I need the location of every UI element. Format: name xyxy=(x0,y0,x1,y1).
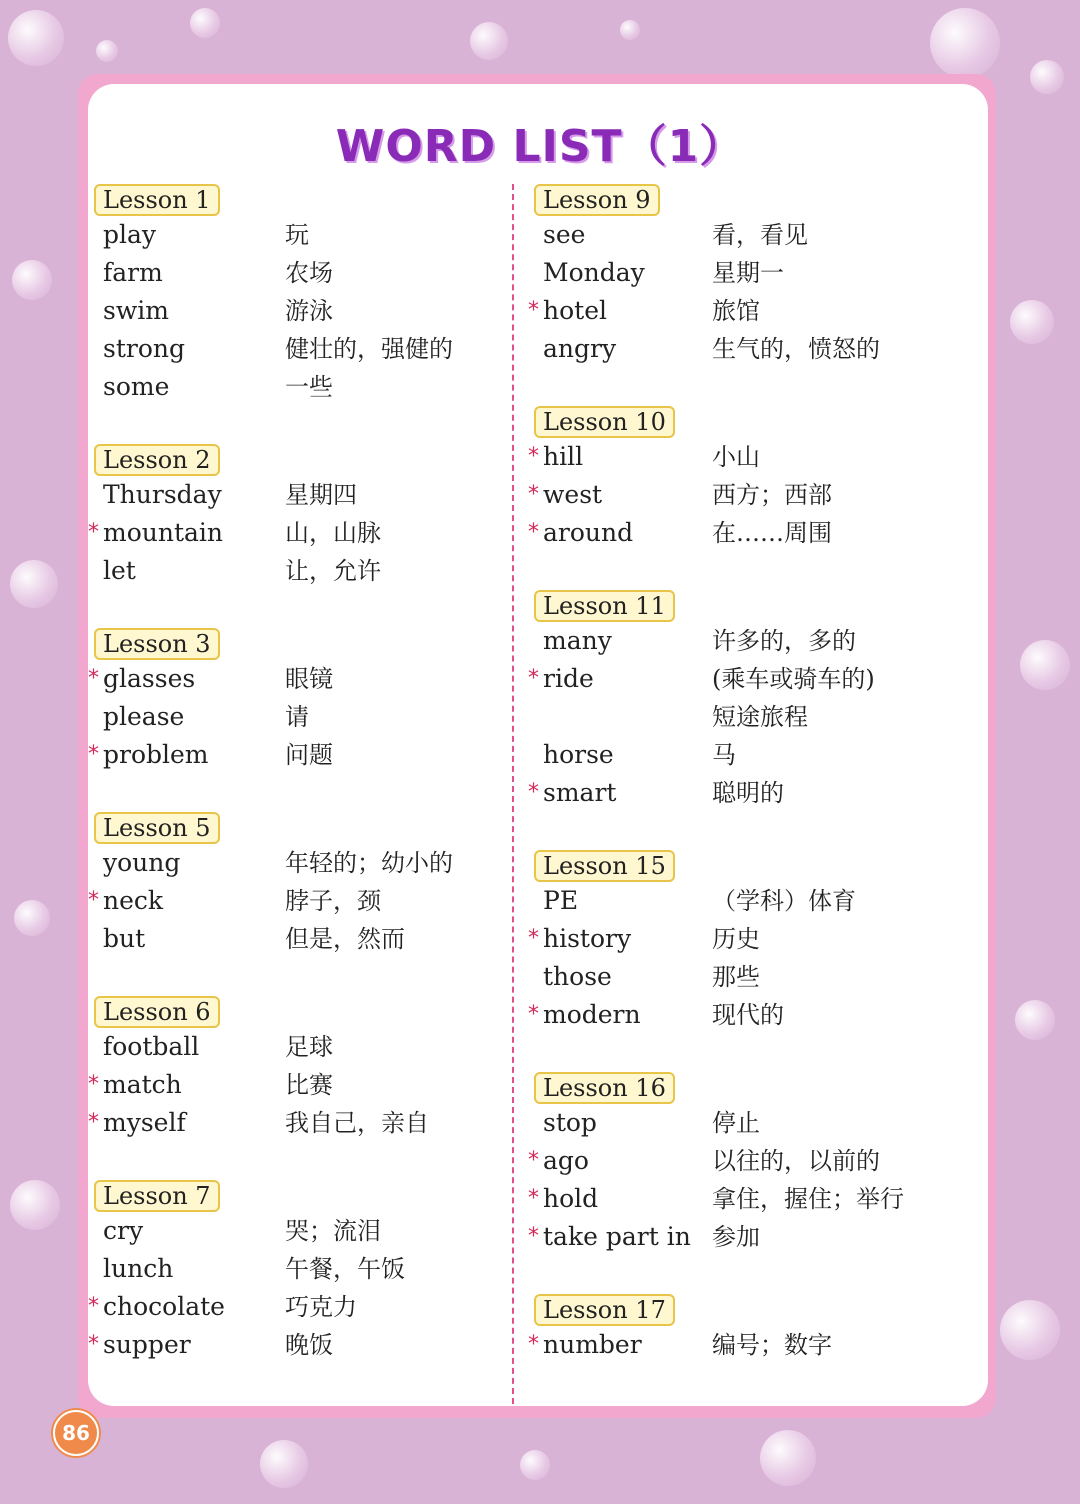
lesson-title: Lesson 6 xyxy=(94,996,220,1028)
english-word: number xyxy=(543,1330,642,1359)
star-mark: * xyxy=(88,1072,99,1097)
background-bubble xyxy=(1020,640,1070,690)
english-word: swim xyxy=(103,296,169,325)
chinese-meaning: 许多的，多的 xyxy=(712,627,856,655)
word-row xyxy=(88,1104,508,1142)
chinese-meaning: 在……周围 xyxy=(712,519,832,547)
chinese-meaning: 以往的，以前的 xyxy=(712,1147,880,1175)
english-word: but xyxy=(103,924,146,953)
lesson-title: Lesson 7 xyxy=(94,1180,220,1212)
chinese-meaning: 让，允许 xyxy=(285,557,381,585)
lesson-title: Lesson 10 xyxy=(534,406,675,438)
english-word: modern xyxy=(543,1000,641,1029)
chinese-meaning: 午餐，午饭 xyxy=(285,1255,405,1283)
english-word: ride xyxy=(543,664,594,693)
left-column xyxy=(88,184,508,1364)
word-row xyxy=(88,920,508,958)
english-word: lunch xyxy=(103,1254,174,1283)
word-row xyxy=(88,882,508,920)
word-row xyxy=(528,254,988,292)
lesson-title: Lesson 5 xyxy=(94,812,220,844)
english-word: horse xyxy=(543,740,614,769)
english-word: take part in xyxy=(543,1222,691,1251)
chinese-meaning: 马 xyxy=(712,741,736,769)
english-word: myself xyxy=(103,1108,186,1137)
chinese-meaning: 停止 xyxy=(712,1109,760,1137)
star-mark: * xyxy=(528,1332,539,1357)
chinese-meaning: 我自己，亲自 xyxy=(285,1109,429,1137)
lesson-block xyxy=(528,1294,988,1364)
chinese-meaning: 短途旅程 xyxy=(712,703,808,731)
background-bubble xyxy=(96,40,118,62)
star-mark: * xyxy=(528,1186,539,1211)
word-row xyxy=(88,514,508,552)
star-mark: * xyxy=(88,1332,99,1357)
background-bubble xyxy=(10,560,58,608)
chinese-meaning: 生气的，愤怒的 xyxy=(712,335,880,363)
star-mark: * xyxy=(528,482,539,507)
english-word: some xyxy=(103,372,170,401)
word-row xyxy=(528,774,988,812)
lesson-title: Lesson 1 xyxy=(94,184,220,216)
english-word: glasses xyxy=(103,664,196,693)
chinese-meaning: 游泳 xyxy=(285,297,333,325)
word-row xyxy=(528,1142,988,1180)
word-row xyxy=(528,216,988,254)
chinese-meaning: 比赛 xyxy=(285,1071,333,1099)
english-word: supper xyxy=(103,1330,191,1359)
english-word: play xyxy=(103,220,157,249)
lesson-block xyxy=(528,590,988,812)
word-row xyxy=(88,1028,508,1066)
english-word: hill xyxy=(543,442,584,471)
english-word: chocolate xyxy=(103,1292,225,1321)
word-row xyxy=(528,476,988,514)
word-row xyxy=(88,1288,508,1326)
word-row xyxy=(88,216,508,254)
word-row xyxy=(528,882,988,920)
word-row xyxy=(528,920,988,958)
english-word: please xyxy=(103,702,185,731)
chinese-meaning: 旅馆 xyxy=(712,297,760,325)
english-word: match xyxy=(103,1070,182,1099)
english-word: mountain xyxy=(103,518,224,547)
word-row xyxy=(528,1180,988,1218)
background-bubble xyxy=(620,20,640,40)
chinese-meaning: 哭；流泪 xyxy=(285,1217,381,1245)
right-column xyxy=(528,184,988,1364)
english-word: see xyxy=(543,220,586,249)
word-row xyxy=(88,1212,508,1250)
star-mark: * xyxy=(528,1148,539,1173)
word-row xyxy=(528,1104,988,1142)
page-title: WORD LIST（1） xyxy=(335,121,745,172)
word-row xyxy=(528,330,988,368)
chinese-meaning: 山，山脉 xyxy=(285,519,381,547)
english-word: hotel xyxy=(543,296,607,325)
word-row xyxy=(88,476,508,514)
english-word: hold xyxy=(543,1184,599,1213)
lesson-title: Lesson 17 xyxy=(534,1294,675,1326)
star-mark: * xyxy=(88,1294,99,1319)
chinese-meaning: 拿住，握住；举行 xyxy=(712,1185,904,1213)
chinese-meaning: 看，看见 xyxy=(712,221,808,249)
chinese-meaning: 编号；数字 xyxy=(712,1331,832,1359)
word-row xyxy=(88,368,508,406)
chinese-meaning: 星期四 xyxy=(285,481,357,509)
chinese-meaning: 历史 xyxy=(712,925,760,953)
chinese-meaning: 健壮的，强健的 xyxy=(285,335,453,363)
english-word: problem xyxy=(103,740,209,769)
english-word: angry xyxy=(543,334,617,363)
word-row xyxy=(528,736,988,774)
star-mark: * xyxy=(528,298,539,323)
star-mark: * xyxy=(528,1002,539,1027)
lesson-block xyxy=(88,812,508,958)
word-row xyxy=(88,1326,508,1364)
english-word: Thursday xyxy=(103,480,222,509)
background-bubble xyxy=(14,900,50,936)
lesson-title: Lesson 11 xyxy=(534,590,675,622)
english-word: stop xyxy=(543,1108,597,1137)
lesson-block xyxy=(528,184,988,368)
chinese-meaning: 玩 xyxy=(285,221,309,249)
background-bubble xyxy=(10,1180,60,1230)
english-word: those xyxy=(543,962,612,991)
lesson-title: Lesson 15 xyxy=(534,850,675,882)
background-bubble xyxy=(190,8,220,38)
lesson-block xyxy=(88,1180,508,1364)
english-word: history xyxy=(543,924,632,953)
chinese-meaning: 问题 xyxy=(285,741,333,769)
word-row xyxy=(88,698,508,736)
background-bubble xyxy=(470,22,508,60)
star-mark: * xyxy=(88,520,99,545)
word-row xyxy=(88,552,508,590)
star-mark: * xyxy=(88,1110,99,1135)
lesson-title: Lesson 16 xyxy=(534,1072,675,1104)
word-row xyxy=(528,622,988,660)
word-row xyxy=(88,330,508,368)
english-word: strong xyxy=(103,334,185,363)
english-word: neck xyxy=(103,886,164,915)
lesson-title: Lesson 2 xyxy=(94,444,220,476)
english-word: ago xyxy=(543,1146,589,1175)
background-bubble xyxy=(1015,1000,1055,1040)
lesson-block xyxy=(88,184,508,406)
star-mark: * xyxy=(528,444,539,469)
background-bubble xyxy=(930,8,1000,78)
background-bubble xyxy=(1010,300,1054,344)
chinese-meaning: 那些 xyxy=(712,963,760,991)
word-row xyxy=(88,844,508,882)
star-mark: * xyxy=(528,926,539,951)
word-row xyxy=(88,1250,508,1288)
star-mark: * xyxy=(88,742,99,767)
lesson-title: Lesson 3 xyxy=(94,628,220,660)
english-word: let xyxy=(103,556,136,585)
star-mark: * xyxy=(528,1224,539,1249)
word-row xyxy=(88,660,508,698)
chinese-meaning: 农场 xyxy=(285,259,333,287)
star-mark: * xyxy=(528,780,539,805)
column-divider xyxy=(512,184,514,1404)
word-row xyxy=(528,1218,988,1256)
english-word: west xyxy=(543,480,603,509)
star-mark: * xyxy=(88,666,99,691)
english-word: Monday xyxy=(543,258,645,287)
word-row xyxy=(88,736,508,774)
word-row xyxy=(528,660,988,698)
word-row xyxy=(528,958,988,996)
chinese-meaning: 参加 xyxy=(712,1223,760,1251)
word-row xyxy=(88,1066,508,1104)
background-bubble xyxy=(1030,60,1064,94)
english-word: football xyxy=(103,1032,200,1061)
lesson-block xyxy=(528,406,988,552)
background-bubble xyxy=(12,260,52,300)
background-bubble xyxy=(520,1450,550,1480)
chinese-meaning: 现代的 xyxy=(712,1001,784,1029)
word-row xyxy=(528,514,988,552)
lesson-block xyxy=(88,628,508,774)
chinese-meaning: 星期一 xyxy=(712,259,784,287)
english-word: many xyxy=(543,626,612,655)
lesson-block xyxy=(528,1072,988,1256)
chinese-meaning: 西方；西部 xyxy=(712,481,832,509)
chinese-meaning: 晚饭 xyxy=(285,1331,333,1359)
lesson-block xyxy=(88,996,508,1142)
word-row xyxy=(88,292,508,330)
english-word: farm xyxy=(103,258,163,287)
chinese-meaning: (乘车或骑车的) xyxy=(712,665,875,693)
background-bubble xyxy=(8,10,64,66)
lesson-block xyxy=(88,444,508,590)
background-bubble xyxy=(1000,1300,1060,1360)
chinese-meaning: 聪明的 xyxy=(712,779,784,807)
page-number: 86 xyxy=(53,1410,99,1456)
english-word: smart xyxy=(543,778,617,807)
chinese-meaning: 请 xyxy=(285,703,309,731)
lesson-block xyxy=(528,850,988,1034)
chinese-meaning: （学科）体育 xyxy=(712,887,856,915)
english-word: PE xyxy=(543,886,579,915)
english-word: young xyxy=(103,848,181,877)
word-row xyxy=(528,438,988,476)
chinese-meaning: 小山 xyxy=(712,443,760,471)
chinese-meaning: 但是，然而 xyxy=(285,925,405,953)
word-row xyxy=(528,698,988,736)
word-row xyxy=(528,996,988,1034)
word-row xyxy=(528,1326,988,1364)
english-word: cry xyxy=(103,1216,144,1245)
chinese-meaning: 足球 xyxy=(285,1033,333,1061)
star-mark: * xyxy=(528,520,539,545)
word-row xyxy=(528,292,988,330)
chinese-meaning: 年轻的；幼小的 xyxy=(285,849,453,877)
lesson-title: Lesson 9 xyxy=(534,184,660,216)
english-word: around xyxy=(543,518,634,547)
chinese-meaning: 眼镜 xyxy=(285,665,333,693)
background-bubble xyxy=(760,1430,816,1486)
star-mark: * xyxy=(528,666,539,691)
chinese-meaning: 一些 xyxy=(285,373,333,401)
word-row xyxy=(88,254,508,292)
background-bubble xyxy=(260,1440,308,1488)
chinese-meaning: 脖子，颈 xyxy=(285,887,381,915)
star-mark: * xyxy=(88,888,99,913)
chinese-meaning: 巧克力 xyxy=(285,1293,357,1321)
